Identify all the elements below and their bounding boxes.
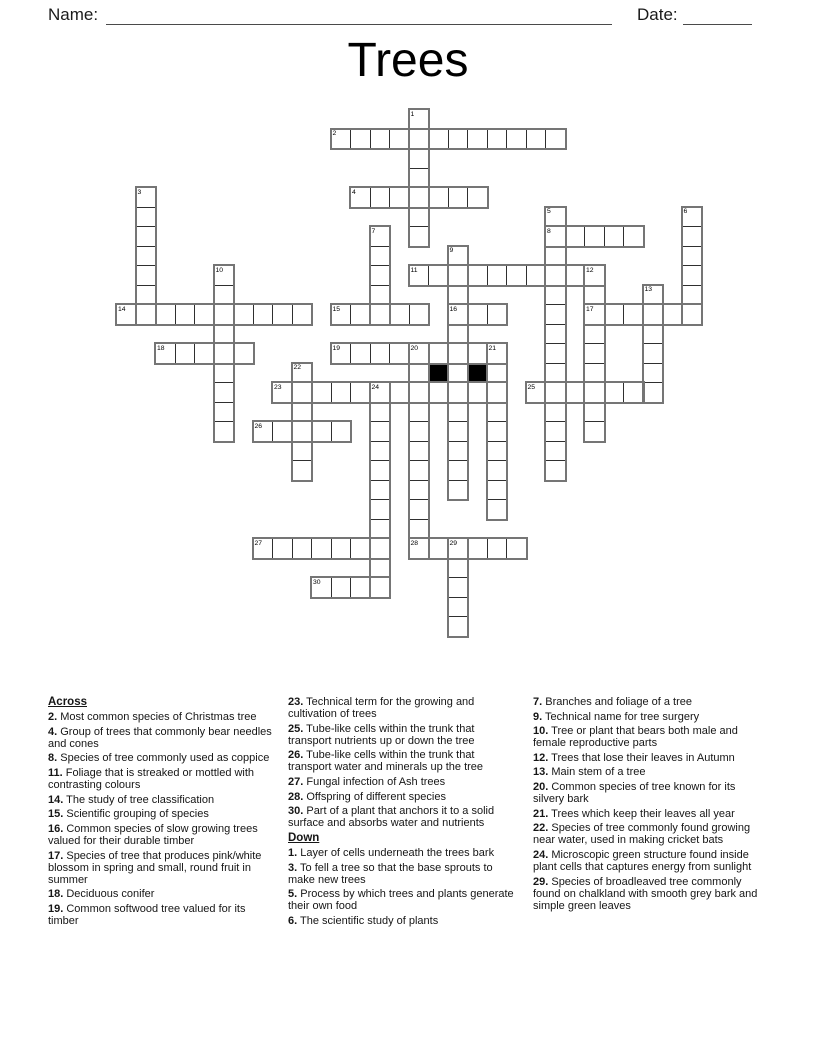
grid-cell [448,577,469,598]
grid-cell [214,285,235,306]
clue-a-11: 11. Foliage that is streaked or mottled with contrasting colours [48,766,255,792]
grid-cell [428,538,449,559]
grid-cell [682,265,703,286]
grid-cell [292,441,313,462]
grid-cell [565,382,586,403]
grid-cell [370,460,391,481]
grid-cell [643,382,664,403]
grid-cell [272,421,293,442]
clue-number: 17. [48,849,64,862]
grid-cell [545,265,566,286]
clue-column-3 [533,696,762,915]
clue-a-2: 2. Most common species of Christmas tree [48,711,257,724]
grid-cell [292,304,313,325]
grid-cell [136,207,157,228]
clue-number: 7. [533,696,543,708]
grid-cell [409,148,430,169]
grid-cell [448,441,469,462]
grid-cell [233,343,254,364]
grid-cell [584,324,605,345]
grid-cell [467,187,488,208]
grid-cell [389,129,410,150]
crossword-grid [116,109,702,637]
clue-number: 16. [48,822,64,835]
cell-number-3: 3 [137,188,142,196]
grid-cell [448,129,469,150]
date-label: Date: [637,5,678,24]
cell-number-24: 24 [371,383,380,391]
cell-number-23: 23 [274,383,282,391]
cell-number-20: 20 [410,344,419,352]
grid-cell [428,382,449,403]
clue-column-1 [48,696,277,930]
grid-cell [506,265,527,286]
cell-number-7: 7 [371,227,376,235]
grid-cell [545,441,566,462]
grid-cell [292,382,313,403]
grid-cell [682,246,703,267]
cell-number-28: 28 [410,539,419,547]
clue-d-12: 12. Trees that lose their leaves in Autumn [533,751,735,764]
clues-heading-down: Down [288,831,320,844]
clue-number: 2. [48,711,58,724]
clue-number: 13. [533,766,549,779]
grid-cell [545,304,566,325]
grid-cell [409,304,430,325]
grid-cell [370,441,391,462]
clue-number: 3. [288,861,298,874]
grid-cell [214,402,235,423]
grid-cell [526,265,547,286]
grid-cell [136,285,157,306]
clue-number: 18. [48,888,64,901]
cell-number-8: 8 [547,227,551,235]
grid-cell [409,226,430,247]
grid-cell [370,402,391,423]
grid-cell [448,363,469,384]
grid-cell [370,421,391,442]
grid-cell [409,421,430,442]
clues-heading-across: Across [48,696,87,708]
grid-cell [584,343,605,364]
grid-cell [311,538,332,559]
clue-a-26: 26. Tube-like cells within the trunk that transport water and minerals up the tree [288,749,484,774]
grid-cell [448,460,469,481]
clue-number: 15. [48,808,64,821]
grid-cell [370,246,391,267]
grid-cell [409,480,430,501]
clue-d-29: 29. Species of broadleaved tree commonly found on chalkland with smooth grey bark and simple green leaves [533,875,758,912]
grid-cell [253,304,274,325]
grid-cell [682,285,703,306]
clue-number: 11. [48,766,63,779]
grid-cell [214,363,235,384]
clue-number: 26. [288,749,304,762]
grid-cell [584,363,605,384]
clue-d-22: 22. Species of tree commonly found growing near water, used in making cricket bats [533,822,751,847]
clue-column-2 [288,696,517,930]
clue-d-6: 6. The scientific study of plants [288,915,439,927]
grid-cell [584,421,605,442]
cell-number-19: 19 [332,344,341,352]
clue-a-30: 30. Part of a plant that anchors it to a solid surface and absorbs water and nutrients [288,805,495,830]
cell-number-5: 5 [547,208,551,215]
grid-cell [389,187,410,208]
grid-cell [175,343,196,364]
cell-number-30: 30 [313,578,321,586]
clue-number: 28. [288,790,304,803]
clue-a-16: 16. Common species of slow growing trees valued for their durable timber [48,822,258,847]
grid-cell [136,226,157,247]
grid-cell [389,382,410,403]
grid-cell [545,421,566,442]
grid-cell [623,382,644,403]
clue-number: 24. [533,849,549,862]
cell-number-9: 9 [449,247,454,254]
grid-cell [487,538,508,559]
grid-cell [136,265,157,286]
grid-cell [428,129,449,150]
clue-a-27: 27. Fungal infection of Ash trees [288,776,446,789]
grid-cell [370,343,391,364]
grid-cell [350,304,371,325]
grid-cell [409,441,430,462]
clue-number: 19. [48,902,64,915]
grid-cell [214,304,235,325]
grid-cell [350,129,371,150]
grid-cell [292,402,313,423]
grid-cell [350,577,371,598]
grid-cell [311,382,332,403]
clue-number: 23. [288,696,304,708]
grid-cell [643,343,664,364]
clue-d-10: 10. Tree or plant that bears both male and female reproductive parts [533,725,738,750]
grid-cell [409,402,430,423]
clue-a-25: 25. Tube-like cells within the trunk that transport nutrients up or down the tree [288,722,475,747]
name-blank-line [106,24,612,25]
clue-number: 12. [533,751,549,764]
clue-d-5: 5. Process by which trees and plants generate their own food [288,888,514,913]
cell-number-26: 26 [254,422,263,430]
clue-d-20: 20. Common species of tree known for its silvery bark [533,781,736,806]
cell-number-16: 16 [449,305,458,313]
grid-cell [409,207,430,228]
grid-cell [370,187,391,208]
grid-cell [370,285,391,306]
grid-cell [662,304,683,325]
clue-a-28: 28. Offspring of different species [288,790,446,803]
clue-number: 9. [533,710,543,723]
grid-cell [272,538,293,559]
grid-cell [604,226,625,247]
grid-cell [370,129,391,150]
grid-cell [545,129,566,150]
grid-cell [448,265,469,286]
black-cell [428,363,449,384]
cell-number-14: 14 [118,305,126,313]
grid-cell [565,226,586,247]
clue-number: 4. [48,725,58,738]
grid-cell [292,538,313,559]
grid-cell [506,538,527,559]
grid-cell [467,343,488,364]
grid-cell [545,246,566,267]
grid-cell [682,226,703,247]
grid-cell [487,129,508,150]
clue-number: 21. [533,807,549,820]
cell-number-15: 15 [332,305,341,313]
clue-d-21: 21. Trees which keep their leaves all year [533,807,735,820]
clue-number: 25. [288,722,304,735]
grid-cell [409,499,430,520]
grid-cell [623,226,644,247]
grid-cell [292,421,313,442]
cell-number-29: 29 [449,539,458,547]
page-title: Trees [347,34,469,87]
grid-cell [526,129,547,150]
grid-cell [409,187,430,208]
grid-cell [233,304,254,325]
grid-cell [643,363,664,384]
grid-cell [214,421,235,442]
clue-number: 1. [288,847,298,860]
grid-cell [467,304,488,325]
cell-number-10: 10 [215,266,224,274]
grid-cell [448,187,469,208]
grid-cell [545,460,566,481]
grid-cell [409,363,430,384]
grid-cell [389,304,410,325]
grid-cell [584,285,605,306]
clue-d-3: 3. To fell a tree so that the base sprouts to make new trees [288,861,493,886]
grid-cell [487,382,508,403]
black-cell [467,363,488,384]
grid-cell [506,129,527,150]
grid-cell [292,460,313,481]
clue-a-17: 17. Species of tree that produces pink/white blossom in spring and small, round fruit in summer [48,849,262,886]
grid-cell [643,304,664,325]
clue-number: 6. [288,915,298,927]
grid-cell [487,499,508,520]
clue-a-4: 4. Group of trees that commonly bear needles and cones [48,725,272,750]
grid-cell [545,402,566,423]
grid-cell [467,129,488,150]
grid-cell [545,285,566,306]
clue-a-19: 19. Common softwood tree valued for its timber [48,902,246,927]
grid-cell [409,519,430,540]
grid-cell [272,304,293,325]
grid-cell [565,265,586,286]
grid-cell [545,363,566,384]
grid-cell [487,304,508,325]
grid-cell [370,519,391,540]
clue-d-13: 13. Main stem of a tree [533,766,646,779]
grid-cell [136,304,157,325]
clue-number: 8. [48,752,58,765]
grid-cell [584,382,605,403]
grid-cell [311,421,332,442]
cell-number-11: 11 [410,266,418,274]
grid-cell [487,480,508,501]
grid-cell [623,304,644,325]
clue-a-18: 18. Deciduous conifer [48,888,155,901]
cell-number-17: 17 [586,305,594,313]
grid-cell [448,421,469,442]
grid-cell [136,246,157,267]
grid-cell [389,343,410,364]
clue-number: 20. [533,781,549,794]
clue-number: 14. [48,793,64,806]
cell-number-22: 22 [293,364,302,371]
clue-d-24: 24. Microscopic green structure found inside plant cells that captures energy from sunlight [533,849,752,874]
grid-cell [428,343,449,364]
grid-cell [682,304,703,325]
grid-cell [448,402,469,423]
grid-cell [487,460,508,481]
grid-cell [584,226,605,247]
clue-number: 5. [288,888,298,901]
grid-cell [487,402,508,423]
grid-cell [194,304,215,325]
grid-cell [448,343,469,364]
cell-number-18: 18 [157,344,165,352]
grid-cell [448,382,469,403]
grid-cell [487,441,508,462]
cell-number-1: 1 [410,110,415,118]
grid-cell [487,265,508,286]
cell-number-25: 25 [527,383,536,391]
grid-cell [448,558,469,579]
grid-cell [643,324,664,345]
grid-cell [331,538,352,559]
grid-cell [370,577,391,598]
grid-cell [370,558,391,579]
grid-cell [155,304,176,325]
grid-cell [409,460,430,481]
grid-cell [331,382,352,403]
grid-cell [545,382,566,403]
grid-cell [370,499,391,520]
grid-cell [448,597,469,618]
grid-cell [604,382,625,403]
clue-number: 10. [533,725,549,738]
cell-number-13: 13 [644,286,653,293]
grid-cell [467,538,488,559]
clue-a-15: 15. Scientific grouping of species [48,808,209,821]
cell-number-6: 6 [683,208,688,215]
grid-cell [194,343,215,364]
clue-d-1: 1. Layer of cells underneath the trees bark [288,847,495,860]
grid-cell [409,129,430,150]
grid-cell [584,402,605,423]
grid-cell [604,304,625,325]
grid-cell [467,382,488,403]
clue-number: 22. [533,822,549,835]
cell-number-27: 27 [254,539,263,547]
cell-number-2: 2 [332,130,337,137]
grid-cell [350,343,371,364]
grid-cell [409,382,430,403]
grid-cell [331,421,352,442]
grid-cell [214,382,235,403]
clue-number: 27. [288,776,304,789]
grid-cell [370,480,391,501]
grid-cell [448,616,469,637]
clue-a-23: 23. Technical term for the growing and cultivation of trees [288,696,475,721]
cell-number-4: 4 [352,188,356,196]
grid-cell [370,265,391,286]
grid-cell [214,343,235,364]
grid-cell [487,421,508,442]
grid-cell [487,363,508,384]
grid-cell [448,285,469,306]
grid-cell [214,324,235,345]
name-label: Name: [48,5,99,24]
grid-cell [448,480,469,501]
date-blank-line [683,24,752,25]
cell-number-12: 12 [586,266,594,274]
grid-cell [428,265,449,286]
grid-cell [409,168,430,189]
clue-d-7: 7. Branches and foliage of a tree [533,696,693,708]
grid-cell [545,343,566,364]
cell-number-21: 21 [488,344,497,352]
grid-cell [350,382,371,403]
grid-cell [350,538,371,559]
clue-number: 29. [533,875,549,888]
clue-a-8: 8. Species of tree commonly used as coppice [48,752,270,765]
grid-cell [467,265,488,286]
grid-cell [370,304,391,325]
grid-cell [331,577,352,598]
grid-cell [448,324,469,345]
clue-a-14: 14. The study of tree classification [48,793,215,806]
grid-cell [545,324,566,345]
grid-cell [428,187,449,208]
clue-number: 30. [288,805,304,818]
grid-cell [175,304,196,325]
grid-cell [370,538,391,559]
clue-d-9: 9. Technical name for tree surgery [533,710,700,723]
